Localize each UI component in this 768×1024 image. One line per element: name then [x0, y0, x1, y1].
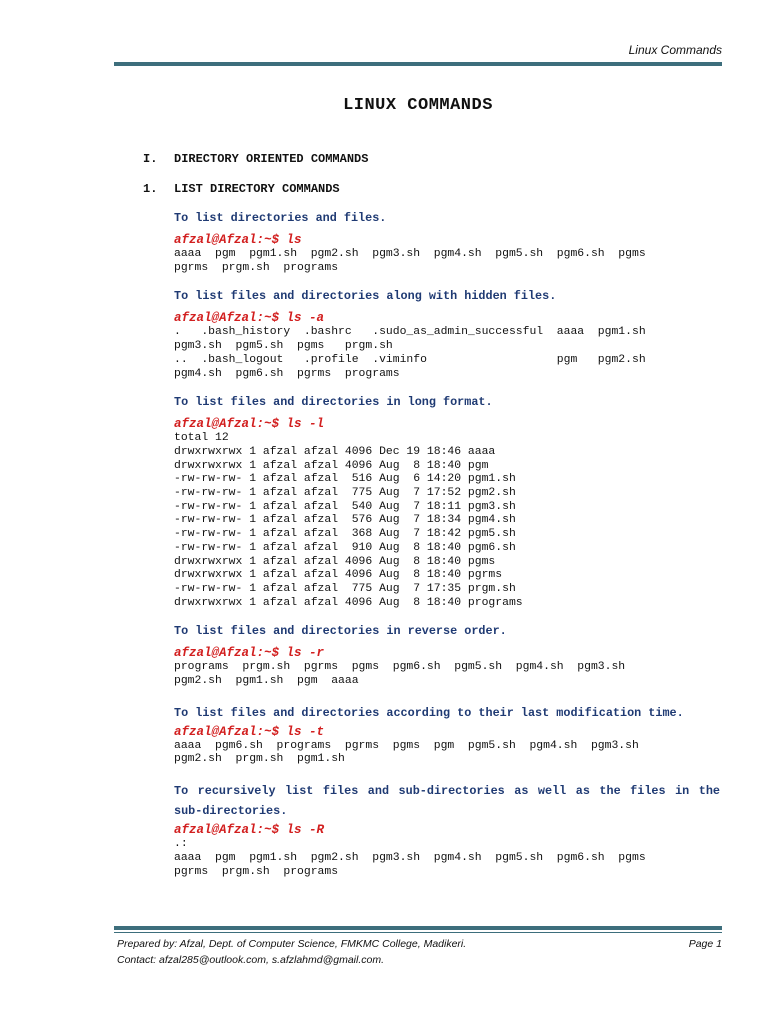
command-description: To list files and directories along with hidden files. — [174, 289, 557, 304]
command-description: To list files and directories according to their last modification time. — [174, 705, 684, 720]
command-block-ls — [174, 211, 720, 275]
command-output: programs prgm.sh pgrms pgms pgm6.sh pgm5.sh pgm4.sh pgm3.sh pgm2.sh pgm1.sh pgm aaaa — [174, 661, 626, 688]
command-description: To list directories and files. — [174, 211, 387, 225]
section-heading — [143, 152, 368, 166]
command-block-ls-l — [174, 395, 720, 610]
subsection-number: 1. — [143, 182, 158, 196]
command-block-ls-t — [174, 703, 720, 767]
command-output: aaaa pgm6.sh programs pgrms pgms pgm pgm5.sh pgm4.sh pgm3.sh pgm2.sh prgm.sh pgm1.sh — [174, 739, 639, 766]
command-prompt: afzal@Afzal:~$ ls -a — [174, 311, 325, 326]
page-number: Page 1 — [688, 938, 722, 950]
command-block-ls-r — [174, 624, 720, 688]
running-header: Linux Commands — [628, 43, 722, 57]
command-description: To recursively list files and sub-directories as well as the files in the sub-directories. — [174, 784, 720, 819]
section-number: I. — [143, 152, 158, 166]
header-rule — [114, 62, 722, 66]
command-list — [174, 211, 720, 893]
subsection-heading — [143, 182, 340, 196]
command-output: total 12 drwxrwxrwx 1 afzal afzal 4096 Dec 19 18:46 aaaa drwxrwxrwx 1 afzal afzal 4096 Aug 8 18:40 pgm -rw-rw-rw- 1 afzal afzal 516 Aug 6 14:20 pgm1.sh -rw-rw-rw- 1 afzal afzal 775 Aug 7 17:52 pgm2.sh -rw-rw-rw- 1 afzal afzal 540 Aug 7 18:11 pgm3.sh -rw-rw-rw- 1 afzal afzal 576 Aug 7 18:34 pgm4.sh -rw-rw-rw- 1 afzal afzal 368 Aug 7 18:42 pgm5.sh -rw-rw-rw- 1 afzal afzal 910 Aug 8 18:40 pgm6.sh drwxrwxrwx 1 afzal afzal 4096 Aug 8 18:40 pgms drwxrwxrwx 1 afzal afzal 4096 Aug 8 18:40 pgrms -rw-rw-rw- 1 afzal afzal 775 Aug 7 17:35 prgm.sh drwxrwxrwx 1 afzal afzal 4096 Aug 8 18:40 programs — [174, 432, 523, 609]
page-footer — [117, 936, 722, 968]
subsection-title: LIST DIRECTORY COMMANDS — [174, 182, 340, 196]
command-output: aaaa pgm pgm1.sh pgm2.sh pgm3.sh pgm4.sh pgm5.sh pgm6.sh pgms pgrms prgm.sh programs — [174, 248, 646, 274]
command-description: To list files and directories in reverse order. — [174, 624, 507, 639]
command-block-ls-R — [174, 781, 720, 879]
command-description: To list files and directories in long format. — [174, 395, 493, 410]
command-prompt: afzal@Afzal:~$ ls -R — [174, 823, 325, 838]
command-prompt: afzal@Afzal:~$ ls -l — [174, 417, 325, 432]
page-title: LINUX COMMANDS — [343, 96, 493, 115]
command-output: . .bash_history .bashrc .sudo_as_admin_successful aaaa pgm1.sh pgm3.sh pgm5.sh pgms prgm.sh .. .bash_logout .profile .viminfo pgm pgm2.sh pgm4.sh pgm6.sh pgrms programs — [174, 326, 646, 380]
footer-rule-thin — [114, 932, 722, 933]
command-prompt: afzal@Afzal:~$ ls -t — [174, 724, 325, 739]
command-prompt: afzal@Afzal:~$ ls — [174, 233, 302, 247]
footer-contact: Contact: afzal285@outlook.com, s.afzlahmd@gmail.com. — [117, 954, 385, 966]
command-block-ls-a — [174, 289, 720, 381]
footer-prepared-by: Prepared by: Afzal, Dept. of Computer Science, FMKMC College, Madikeri. — [117, 938, 467, 950]
command-output: .: aaaa pgm pgm1.sh pgm2.sh pgm3.sh pgm4.sh pgm5.sh pgm6.sh pgms pgrms prgm.sh programs — [174, 838, 646, 878]
command-prompt: afzal@Afzal:~$ ls -r — [174, 646, 325, 661]
footer-rule — [114, 926, 722, 930]
section-title: DIRECTORY ORIENTED COMMANDS — [174, 152, 369, 166]
